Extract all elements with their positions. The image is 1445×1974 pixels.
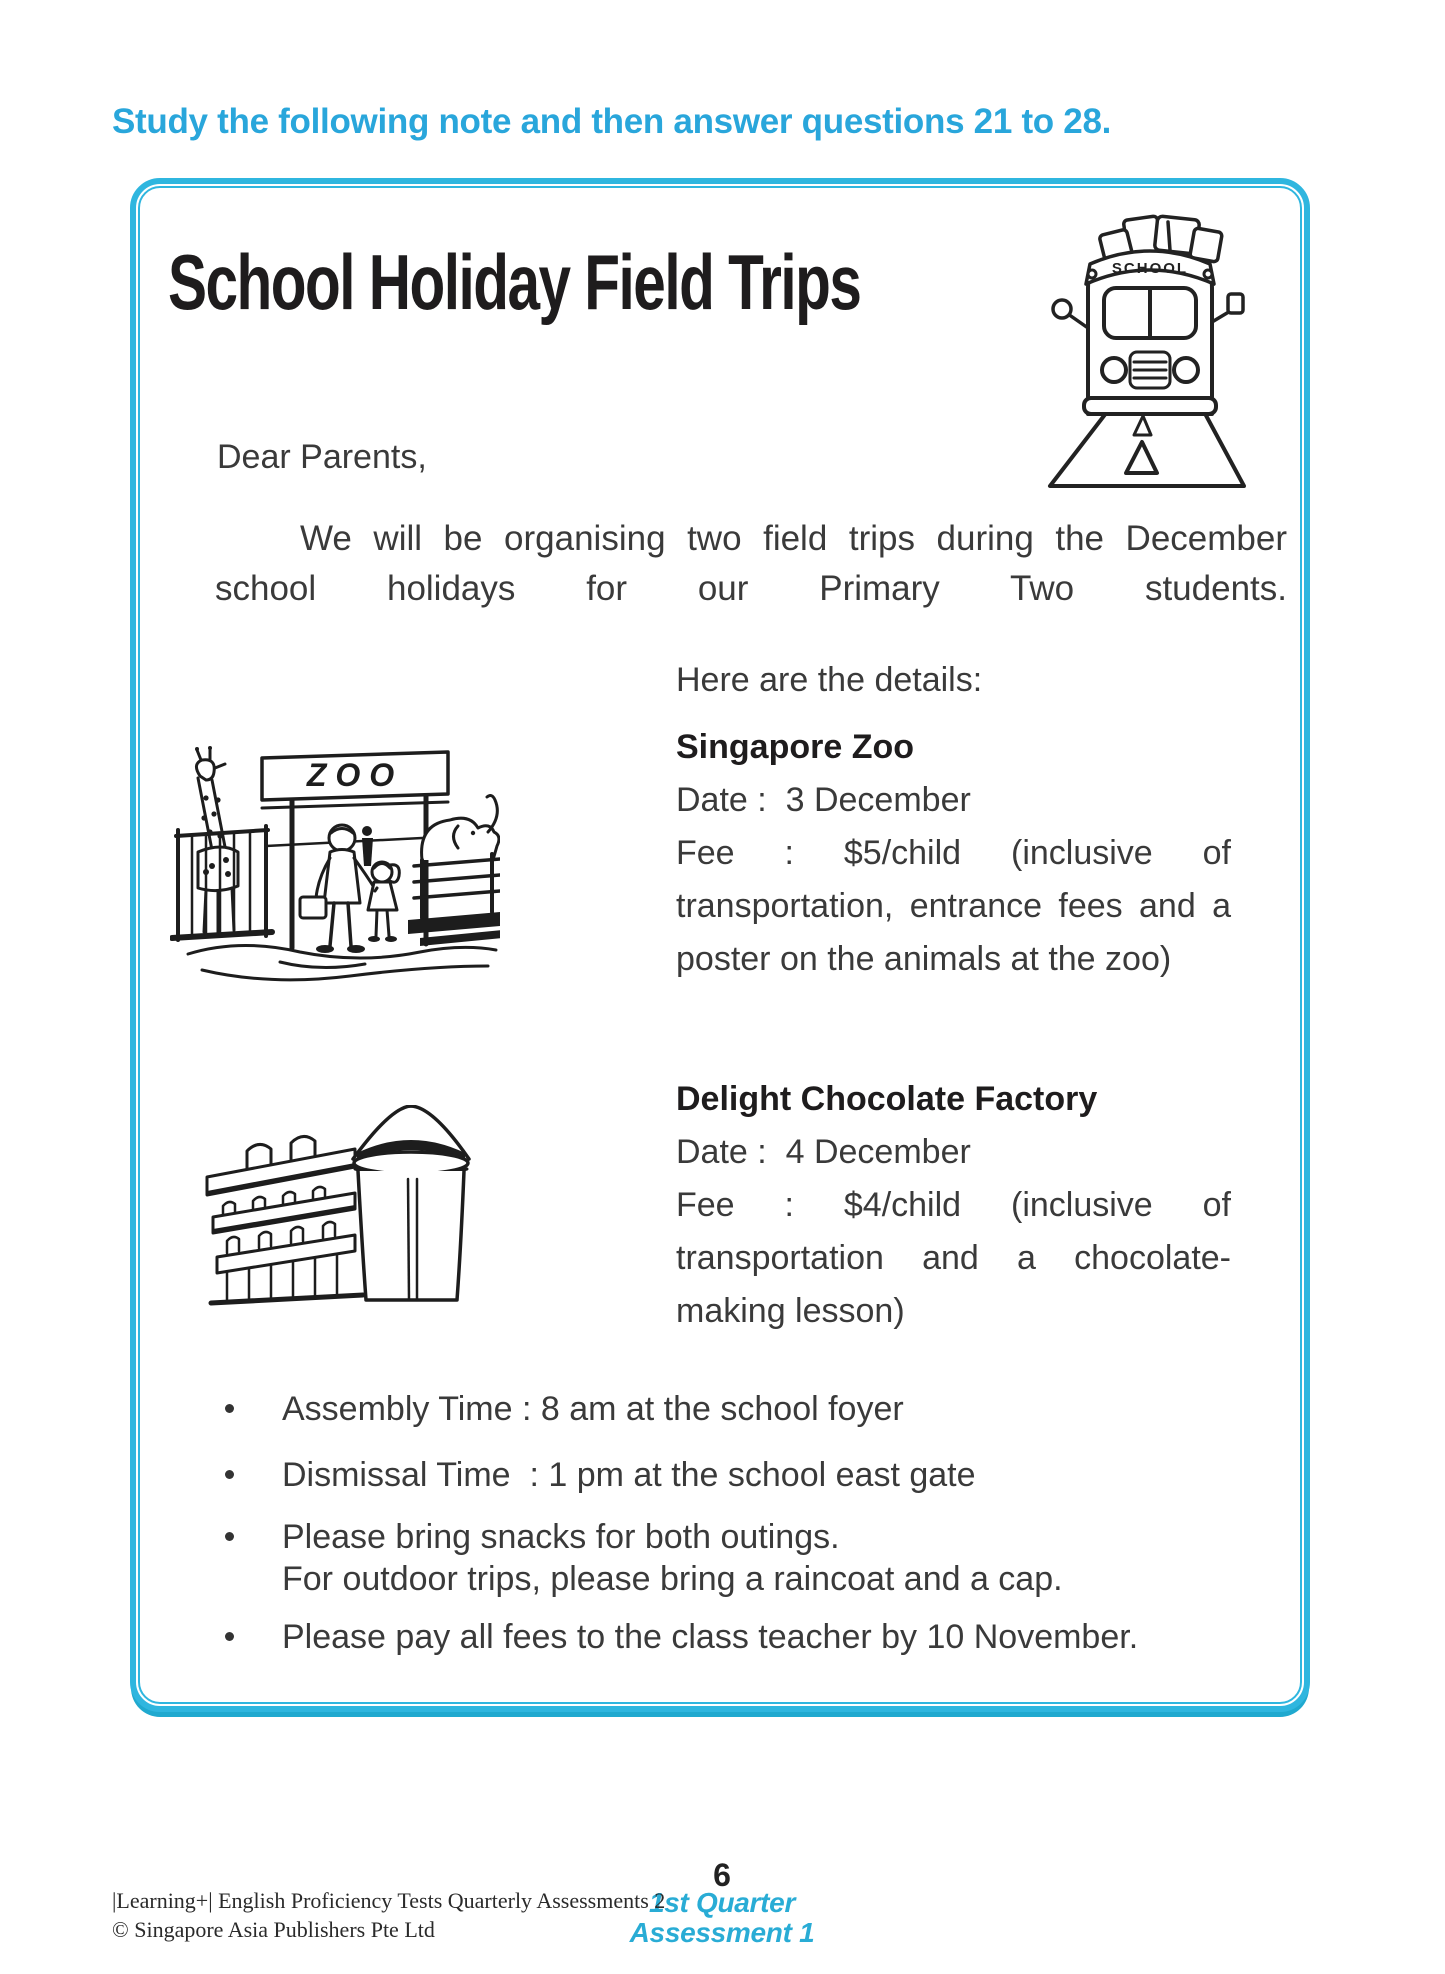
note-title: School Holiday Field Trips xyxy=(168,238,861,326)
bullet-line: Please pay all fees to the class teacher by 10 November. xyxy=(282,1618,1139,1656)
bullet-line: For outdoor trips, please bring a raincoat and a cap. xyxy=(282,1560,1063,1598)
note-box xyxy=(130,178,1310,1712)
details-heading: Here are the details: xyxy=(676,661,983,699)
zoo-sign-text: ZOO xyxy=(306,757,404,793)
bus-body xyxy=(1084,260,1216,414)
factory-tower xyxy=(353,1106,469,1300)
bullet-line: Dismissal Time : 1 pm at the school east gate xyxy=(282,1456,976,1494)
ground xyxy=(188,945,496,979)
trip-name: Singapore Zoo xyxy=(676,728,914,766)
factory-building xyxy=(207,1136,363,1303)
trip-fee: Fee : $5/child (inclusive of transportation, entrance fees and a poster on the animals at the zoo) xyxy=(676,834,1231,978)
intro-paragraph: We will be organising two field trips during the December school holidays for our Primary Two students. xyxy=(215,519,1287,608)
trip-date: Date : 3 December xyxy=(676,781,971,819)
assessment-line: Assessment 1 xyxy=(629,1917,815,1948)
bullet-line: Please bring snacks for both outings. xyxy=(282,1518,840,1556)
elephant-pen xyxy=(408,796,500,946)
trip-singapore-zoo xyxy=(676,721,1231,986)
school-bus-illustration xyxy=(1030,210,1270,490)
publisher-imprint xyxy=(112,1886,672,1944)
zoo-illustration xyxy=(170,740,500,988)
bus-sign-text: SCHOOL xyxy=(1111,260,1189,277)
trip-fee: Fee : $4/child (inclusive of transportation and a chocolate-making lesson) xyxy=(676,1186,1231,1330)
chocolate-factory-illustration xyxy=(195,1105,495,1310)
salutation: Dear Parents, xyxy=(217,438,427,476)
imprint-line: |Learning+| English Proficiency Tests Quarterly Assessments 2 xyxy=(112,1888,666,1913)
trip-date: Date : 4 December xyxy=(676,1133,971,1171)
giraffe-pen xyxy=(172,746,272,940)
bullet-dot xyxy=(225,1632,234,1641)
bullet-dot xyxy=(225,1404,234,1413)
page-number: 6 xyxy=(713,1857,731,1893)
exercise-instruction: Study the following note and then answer questions 21 to 28. xyxy=(112,102,1112,141)
trip-name: Delight Chocolate Factory xyxy=(676,1080,1098,1118)
imprint-line: © Singapore Asia Publishers Pte Ltd xyxy=(112,1917,435,1942)
trip-chocolate-factory xyxy=(676,1073,1231,1338)
quarter-line: 1st Quarter xyxy=(648,1887,796,1918)
bullet-line: Assembly Time : 8 am at the school foyer xyxy=(282,1390,904,1428)
bullet-dot xyxy=(225,1470,234,1479)
road xyxy=(1050,408,1244,486)
bullet-dot xyxy=(225,1532,234,1541)
